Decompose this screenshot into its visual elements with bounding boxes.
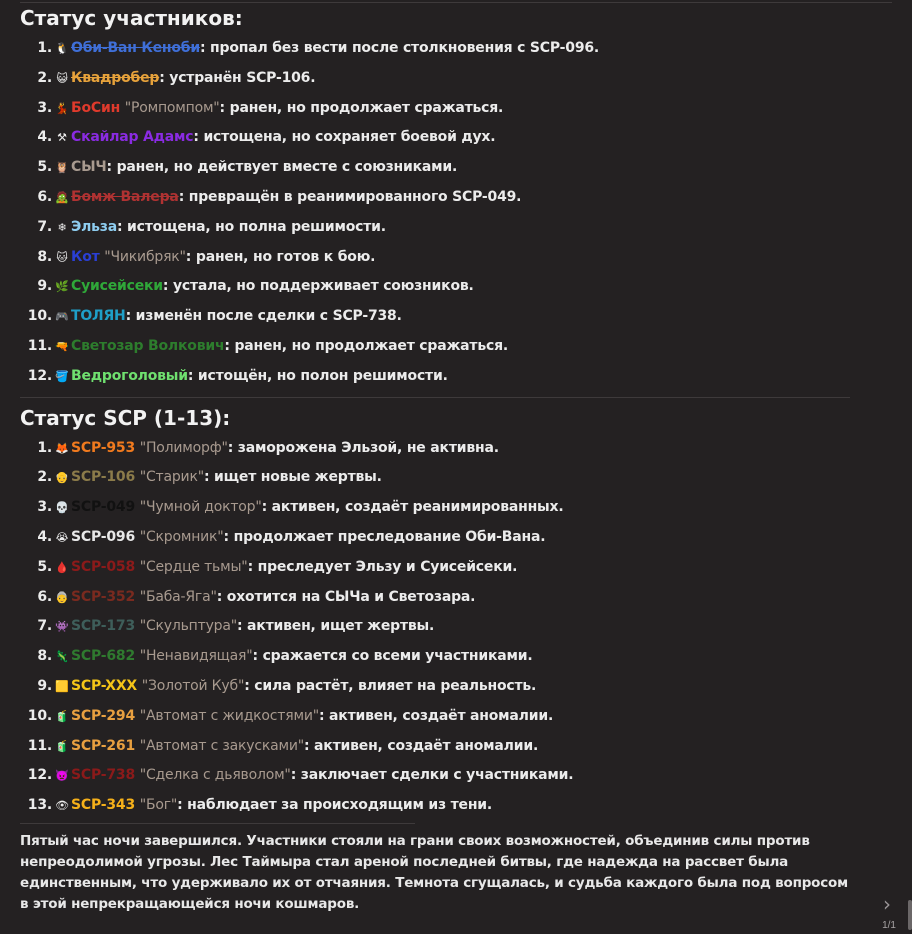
item-name: SCP-738 <box>71 767 136 784</box>
item-name: БоСин <box>71 99 121 116</box>
item-name: SCP-058 <box>71 558 136 575</box>
item-name: SCP-953 <box>71 439 136 456</box>
item-name: SCP-682 <box>71 648 136 665</box>
item-emoji-icon: 🐱 <box>56 250 68 264</box>
scp-item <box>20 791 850 821</box>
item-status: : устранён SCP-106. <box>159 69 316 86</box>
scp-item <box>20 434 850 464</box>
item-status: : заморожена Эльзой, не активна. <box>227 439 499 456</box>
item-status: : активен, создаёт аномалии. <box>318 707 554 724</box>
item-number: 8. <box>37 648 52 665</box>
item-name: SCP-294 <box>71 707 136 724</box>
item-status: : ранен, но готов к бою. <box>185 248 376 265</box>
item-number: 13. <box>27 797 52 814</box>
item-number: 7. <box>37 218 52 235</box>
item-name: СЫЧ <box>71 159 107 176</box>
item-number: 10. <box>27 308 52 325</box>
item-status: : ранен, но продолжает сражаться. <box>219 99 504 116</box>
item-emoji-icon: 😭 <box>55 530 69 544</box>
scp-item <box>20 702 850 732</box>
item-status: : активен, создаёт реанимированных. <box>261 499 564 516</box>
item-emoji-icon: 🧃 <box>55 709 69 723</box>
item-emoji-icon: 🦊 <box>55 441 69 455</box>
item-nickname: "Чумной доктор" <box>139 499 262 516</box>
item-emoji-icon: 💃 <box>55 101 69 115</box>
item-status: : продолжает преследование Оби-Вана. <box>223 528 546 545</box>
participants-list <box>20 34 850 392</box>
story-divider <box>20 823 415 824</box>
story-paragraph: Пятый час ночи завершился. Участники стояли на грани своих возможностей, объединив силы против непреодолимой угрозы. Лес Таймыра стал ареной последней битвы, где надежда на рассвет была единственным, что удерживало их от отчаяния. Темнота сгущалась, и судьба каждого была под вопросом в этой непрекращающейся ночи кошмаров. <box>20 832 848 912</box>
item-emoji-icon: 👾 <box>55 620 69 634</box>
item-emoji-icon: 🪣 <box>55 369 69 383</box>
item-number: 3. <box>37 99 52 116</box>
item-name: ТОЛЯН <box>71 308 126 325</box>
scp-list <box>20 434 850 821</box>
item-emoji-icon: 🧃 <box>55 739 69 753</box>
item-emoji-icon: 🔫 <box>55 339 69 353</box>
item-number: 5. <box>37 558 52 575</box>
item-status: : активен, создаёт аномалии. <box>303 737 539 754</box>
item-nickname: "Сделка с дьяволом" <box>139 767 291 784</box>
item-number: 3. <box>37 499 52 516</box>
item-number: 9. <box>37 677 52 694</box>
scp-item <box>20 612 850 642</box>
item-name: Ведроголовый <box>71 367 188 384</box>
scp-item <box>20 642 850 672</box>
participant-item <box>20 362 850 392</box>
item-status: : наблюдает за происходящим из тени. <box>177 797 493 814</box>
item-name: Скайлар Адамс <box>71 129 194 146</box>
item-number: 2. <box>37 69 52 86</box>
item-number: 1. <box>37 439 52 456</box>
item-status: : заключает сделки с участниками. <box>290 767 574 784</box>
participant-item <box>20 34 850 64</box>
item-name: SCP-096 <box>71 528 136 545</box>
item-nickname: "Полиморф" <box>139 439 228 456</box>
participant-item <box>20 153 850 183</box>
scp-item <box>20 672 850 702</box>
item-status: : активен, ищет жертвы. <box>236 618 435 635</box>
item-emoji-icon: 🟨 <box>55 679 69 693</box>
item-nickname: "Ромпомпом" <box>124 99 220 116</box>
item-number: 11. <box>27 337 52 354</box>
item-status: : преследует Эльзу и Суисейсеки. <box>247 558 518 575</box>
participant-item <box>20 213 850 243</box>
item-emoji-icon: 🐧 <box>55 42 69 55</box>
participant-item <box>20 64 850 94</box>
top-divider <box>20 2 892 3</box>
participant-item <box>20 243 850 273</box>
item-emoji-icon: 👿 <box>55 769 69 783</box>
item-number: 4. <box>37 129 52 146</box>
item-status: : изменён после сделки с SCP-738. <box>125 308 402 325</box>
item-nickname: "Бог" <box>139 797 178 814</box>
item-emoji-icon: 👴 <box>55 471 69 485</box>
page-count: 1/1 <box>882 920 896 931</box>
item-number: 4. <box>37 528 52 545</box>
item-emoji-icon: 🦉 <box>55 161 69 175</box>
participant-item <box>20 94 850 124</box>
item-nickname: "Скульптура" <box>139 618 237 635</box>
item-status: : сражается со всеми участниками. <box>252 648 533 665</box>
participants-heading: Статус участников: <box>20 6 243 30</box>
item-emoji-icon: 🧟 <box>55 190 69 204</box>
scp-item <box>20 553 850 583</box>
item-status: : истощена, но полна решимости. <box>116 218 386 235</box>
item-name: SCP-343 <box>71 797 136 814</box>
item-name: Светозар Волкович <box>71 337 225 354</box>
item-number: 1. <box>37 40 52 56</box>
item-nickname: "Автомат с закусками" <box>139 737 304 754</box>
item-name: SCP-352 <box>71 588 136 605</box>
item-emoji-icon: 😺 <box>56 71 68 85</box>
item-status: : истощена, но сохраняет боевой дух. <box>193 129 496 146</box>
item-name: SCP-106 <box>71 469 136 486</box>
item-emoji-icon: 👁 <box>55 799 69 813</box>
item-emoji-icon: 👵 <box>55 590 69 604</box>
item-name: Суисейсеки <box>71 278 163 295</box>
item-number: 7. <box>37 618 52 635</box>
item-status: : ранен, но действует вместе с союзниками. <box>106 159 458 176</box>
item-emoji-icon: 🌿 <box>55 280 69 294</box>
chevron-right-icon[interactable]: › <box>883 892 891 916</box>
participant-item <box>20 302 850 332</box>
item-status: : истощён, но полон решимости. <box>187 367 448 384</box>
item-number: 5. <box>37 159 52 176</box>
scp-item <box>20 761 850 791</box>
scp-heading: Статус SCP (1-13): <box>20 405 231 430</box>
item-name: Эльза <box>71 218 117 235</box>
participant-item <box>20 123 850 153</box>
item-number: 6. <box>37 588 52 605</box>
item-name: SCP-049 <box>71 499 136 516</box>
scp-item <box>20 523 850 553</box>
message-content <box>20 6 850 915</box>
item-nickname: "Автомат с жидкостями" <box>139 707 319 724</box>
participant-item <box>20 183 850 213</box>
section-divider <box>20 397 850 398</box>
item-number: 11. <box>27 737 52 754</box>
item-emoji-icon: ❄ <box>57 220 67 234</box>
item-name: SCP-XXX <box>71 677 138 694</box>
item-number: 9. <box>37 278 52 295</box>
item-number: 8. <box>37 248 52 265</box>
item-status: : ранен, но продолжает сражаться. <box>224 337 509 354</box>
item-number: 6. <box>37 188 52 205</box>
item-nickname: "Золотой Куб" <box>141 677 245 694</box>
item-name: SCP-173 <box>71 618 136 635</box>
item-number: 10. <box>27 707 52 724</box>
scp-item <box>20 732 850 762</box>
item-name: SCP-261 <box>71 737 136 754</box>
item-name: Кот <box>71 248 100 265</box>
item-status: : превращён в реанимированного SCP-049. <box>178 188 522 205</box>
item-number: 12. <box>27 367 52 384</box>
item-status: : сила растёт, влияет на реальность. <box>244 677 537 694</box>
item-emoji-icon: 💀 <box>55 501 69 515</box>
item-emoji-icon: 🦎 <box>55 650 69 664</box>
item-status: : пропал без вести после столкновения с SCP-096. <box>199 40 600 56</box>
item-status: : ищет новые жертвы. <box>203 469 382 486</box>
item-emoji-icon: 🎮 <box>55 310 69 324</box>
item-nickname: "Старик" <box>139 469 204 486</box>
item-status: : устала, но поддерживает союзников. <box>162 278 474 295</box>
item-nickname: "Чикибряк" <box>104 248 186 265</box>
scp-item <box>20 583 850 613</box>
item-number: 12. <box>27 767 52 784</box>
scrollbar[interactable] <box>908 900 912 930</box>
item-number: 2. <box>37 469 52 486</box>
item-name: Оби-Ван Кеноби <box>71 40 200 56</box>
item-nickname: "Сердце тьмы" <box>139 558 248 575</box>
scp-item <box>20 463 850 493</box>
item-emoji-icon: 🩸 <box>55 560 69 574</box>
participant-item <box>20 332 850 362</box>
item-nickname: "Скромник" <box>139 528 224 545</box>
item-emoji-icon: ⚒ <box>57 131 67 145</box>
participant-item <box>20 272 850 302</box>
scp-item <box>20 493 850 523</box>
item-nickname: "Баба-Яга" <box>139 588 217 605</box>
item-name: Бомж Валера <box>71 188 179 205</box>
item-name: Квадробер <box>71 69 160 86</box>
item-nickname: "Ненавидящая" <box>139 648 253 665</box>
item-status: : охотится на СЫЧа и Светозара. <box>216 588 476 605</box>
